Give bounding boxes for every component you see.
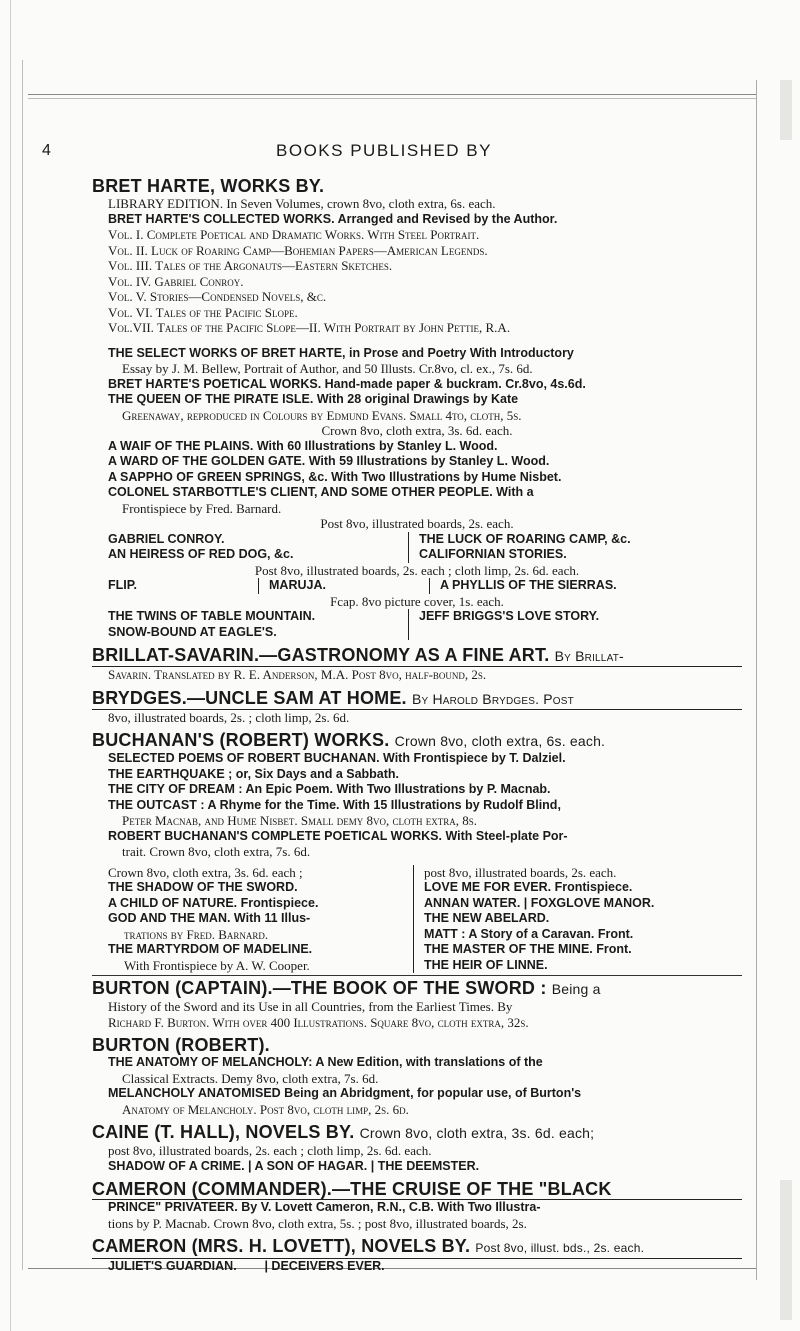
price-note: Crown 8vo, cloth extra, 3s. 6d. each ; (108, 864, 303, 880)
entry-line: THE QUEEN OF THE PIRATE ISLE. With 28 original Drawings by Kate (108, 392, 519, 406)
page-header (42, 142, 742, 166)
entry-line: JULIET'S GUARDIAN. | DECEIVERS EVER. (108, 1259, 385, 1273)
two-column-list (92, 865, 742, 974)
entry-line: COLONEL STARBOTTLE'S CLIENT, AND SOME OTHER PEOPLE. With a (108, 485, 534, 499)
entry-line: Richard F. Burton. With over 400 Illustrations. Square 8vo, cloth extra, 32s. (108, 1014, 529, 1030)
entry-line: A WAIF OF THE PLAINS. With 60 Illustrations by Stanley L. Wood. (108, 438, 498, 453)
list-item: LOVE ME FOR EVER. Frontispiece. (424, 880, 633, 894)
list-item: THE NEW ABELARD. (424, 911, 550, 925)
list-item: CALIFORNIAN STORIES. (419, 547, 567, 561)
top-rule (28, 94, 756, 95)
entry-line: THE ANATOMY OF MELANCHOLY: A New Edition, with translations of the (108, 1055, 543, 1069)
list-item: With Frontispiece by A. W. Cooper. (124, 957, 310, 973)
entry-line: ROBERT BUCHANAN'S COMPLETE POETICAL WORKS. With Steel-plate Por- (108, 828, 568, 843)
page-edge-left-outer (10, 0, 11, 1331)
entry-line: History of the Sword and its Use in all Countries, from the Earliest Times. By (108, 999, 513, 1014)
entry-line: THE EARTHQUAKE ; or, Six Days and a Sabbath. (108, 766, 400, 781)
list-item: GABRIEL CONROY. (108, 531, 225, 546)
list-item: A PHYLLIS OF THE SIERRAS. (440, 578, 617, 592)
entry-line: Greenaway, reproduced in Colours by Edmund Evans. Small 4to, cloth, 5s. (122, 407, 522, 423)
entry-heading: CAMERON (MRS. H. LOVETT), NOVELS BY. Post 8vo, illust. bds., 2s. each. (92, 1236, 742, 1259)
entry-line: Classical Extracts. Demy 8vo, cloth extra, 7s. 6d. (122, 1070, 379, 1086)
entry-line: SELECTED POEMS OF ROBERT BUCHANAN. With Frontispiece by T. Dalziel. (108, 751, 566, 765)
entry-line: Savarin. Translated by R. E. Anderson, M.A. Post 8vo, half-bound, 2s. (108, 667, 487, 682)
entry-line: MELANCHOLY ANATOMISED Being an Abridgment, for popular use, of Burton's (108, 1086, 582, 1100)
list-item: A CHILD OF NATURE. Frontispiece. (108, 895, 319, 910)
entry-line: tions by P. Macnab. Crown 8vo, cloth extra, 5s. ; post 8vo, illustrated boards, 2s. (108, 1215, 527, 1231)
list-item: SNOW-BOUND AT EAGLE'S. (108, 624, 277, 639)
entry-heading: CAINE (T. HALL), NOVELS BY. Crown 8vo, cloth extra, 3s. 6d. each; (92, 1122, 595, 1142)
entry-heading: CAMERON (COMMANDER).—THE CRUISE OF THE "BLACK (92, 1179, 742, 1200)
volume-line: Vol. VI. Tales of the Pacific Slope. (108, 304, 298, 320)
entry-line: Anatomy of Melancholy. Post 8vo, cloth limp, 2s. 6d. (122, 1101, 409, 1117)
list-item: THE TWINS OF TABLE MOUNTAIN. (108, 609, 316, 623)
entry-line: THE SELECT WORKS OF BRET HARTE, in Prose and Poetry With Introductory (108, 345, 574, 360)
entry-line: Essay by J. M. Bellew, Portrait of Author, and 50 Illusts. Cr.8vo, cl. ex., 7s. 6d. (122, 361, 533, 376)
entry-line: trait. Crown 8vo, cloth extra, 7s. 6d. (122, 844, 311, 859)
entry-line: THE OUTCAST : A Rhyme for the Time. With 15 Illustrations by Rudolf Blind, (108, 797, 561, 812)
entry-line: Peter Macnab, and Hume Nisbet. Small demy 8vo, cloth extra, 8s. (122, 813, 478, 828)
entry-line: SHADOW OF A CRIME. | A SON OF HAGAR. | THE DEEMSTER. (108, 1158, 480, 1173)
list-item: MATT : A Story of a Caravan. Front. (424, 926, 634, 941)
list-item: THE LUCK OF ROARING CAMP, &c. (419, 531, 631, 546)
three-item-list (92, 578, 742, 594)
two-column-list (92, 609, 742, 640)
price-note: Crown 8vo, cloth extra, 3s. 6d. each. (321, 423, 513, 438)
list-item: MARUJA. (269, 578, 326, 592)
entry-line: A WARD OF THE GOLDEN GATE. With 59 Illustrations by Stanley L. Wood. (108, 454, 550, 468)
edge-smudge (780, 1180, 792, 1320)
entry-line: 8vo, illustrated boards, 2s. ; cloth limp, 2s. 6d. (108, 709, 350, 725)
list-item: THE MARTYRDOM OF MADELINE. (108, 942, 313, 956)
entry-heading: BRILLAT-SAVARIN.—GASTRONOMY AS A FINE ART. By Brillat- (92, 645, 742, 667)
entry-heading: BRET HARTE, WORKS BY. (92, 176, 325, 196)
list-item: JEFF BRIGGS'S LOVE STORY. (419, 609, 600, 623)
entry-heading: BURTON (CAPTAIN).—THE BOOK OF THE SWORD : Being a (92, 978, 601, 998)
top-rule-faint (28, 98, 756, 99)
volume-line: Vol. IV. Gabriel Conroy. (108, 273, 244, 289)
entry-heading: BURTON (ROBERT). (92, 1035, 270, 1055)
entry-heading: BUCHANAN'S (ROBERT) WORKS. Crown 8vo, cloth extra, 6s. each. (92, 730, 606, 750)
volume-line: Vol. V. Stories—Condensed Novels, &c. (108, 289, 327, 304)
page-edge-left-inner (22, 60, 23, 1270)
list-item: trations by Fred. Barnard. (124, 926, 269, 942)
volume-line: Vol. III. Tales of the Argonauts—Eastern Sketches. (108, 258, 393, 273)
entry-line: BRET HARTE'S POETICAL WORKS. Hand-made paper & buckram. Cr.8vo, 4s.6d. (108, 376, 586, 391)
list-item: THE SHADOW OF THE SWORD. (108, 880, 298, 894)
catalogue-content (92, 176, 742, 1275)
entry-line: THE CITY OF DREAM : An Epic Poem. With Two Illustrations by P. Macnab. (108, 782, 551, 796)
entry-line: PRINCE" PRIVATEER. By V. Lovett Cameron, R.N., C.B. With Two Illustra- (108, 1200, 541, 1214)
volume-line: Vol. I. Complete Poetical and Dramatic Works. With Steel Portrait. (108, 227, 480, 242)
list-item: GOD AND THE MAN. With 11 Illus- (108, 911, 311, 925)
entry-line: Frontispiece by Fred. Barnard. (122, 500, 282, 516)
price-note: Post 8vo, illustrated boards, 2s. each ; cloth limp, 2s. 6d. each. (254, 562, 580, 578)
list-item: FLIP. (108, 578, 137, 592)
running-head: BOOKS PUBLISHED BY (276, 141, 492, 160)
price-note: Fcap. 8vo picture cover, 1s. each. (330, 593, 504, 609)
list-item: THE HEIR OF LINNE. (424, 957, 548, 972)
list-item: ANNAN WATER. | FOXGLOVE MANOR. (424, 895, 655, 910)
edge-smudge (780, 80, 792, 140)
entry-line: post 8vo, illustrated boards, 2s. each ; cloth limp, 2s. 6d. each. (108, 1143, 432, 1158)
entry-line: LIBRARY EDITION. In Seven Volumes, crown 8vo, cloth extra, 6s. each. (108, 196, 496, 211)
price-note: post 8vo, illustrated boards, 2s. each. (424, 864, 617, 880)
entry-line: A SAPPHO OF GREEN SPRINGS, &c. With Two Illustrations by Hume Nisbet. (108, 469, 562, 484)
price-note: Post 8vo, illustrated boards, 2s. each. (320, 516, 514, 531)
volume-line: Vol.VII. Tales of the Pacific Slope—II. With Portrait by John Pettie, R.A. (108, 320, 511, 335)
page-number: 4 (42, 142, 51, 159)
volume-line: Vol. II. Luck of Roaring Camp—Bohemian Papers—American Legends. (108, 242, 488, 258)
entry-line: BRET HARTE'S COLLECTED WORKS. Arranged and Revised by the Author. (108, 211, 558, 226)
entry-heading: BRYDGES.—UNCLE SAM AT HOME. By Harold Brydges. Post (92, 688, 742, 710)
page-edge-right (756, 80, 757, 1280)
list-item: THE MASTER OF THE MINE. Front. (424, 942, 632, 956)
list-item: AN HEIRESS OF RED DOG, &c. (108, 547, 294, 561)
two-column-list (92, 532, 742, 563)
